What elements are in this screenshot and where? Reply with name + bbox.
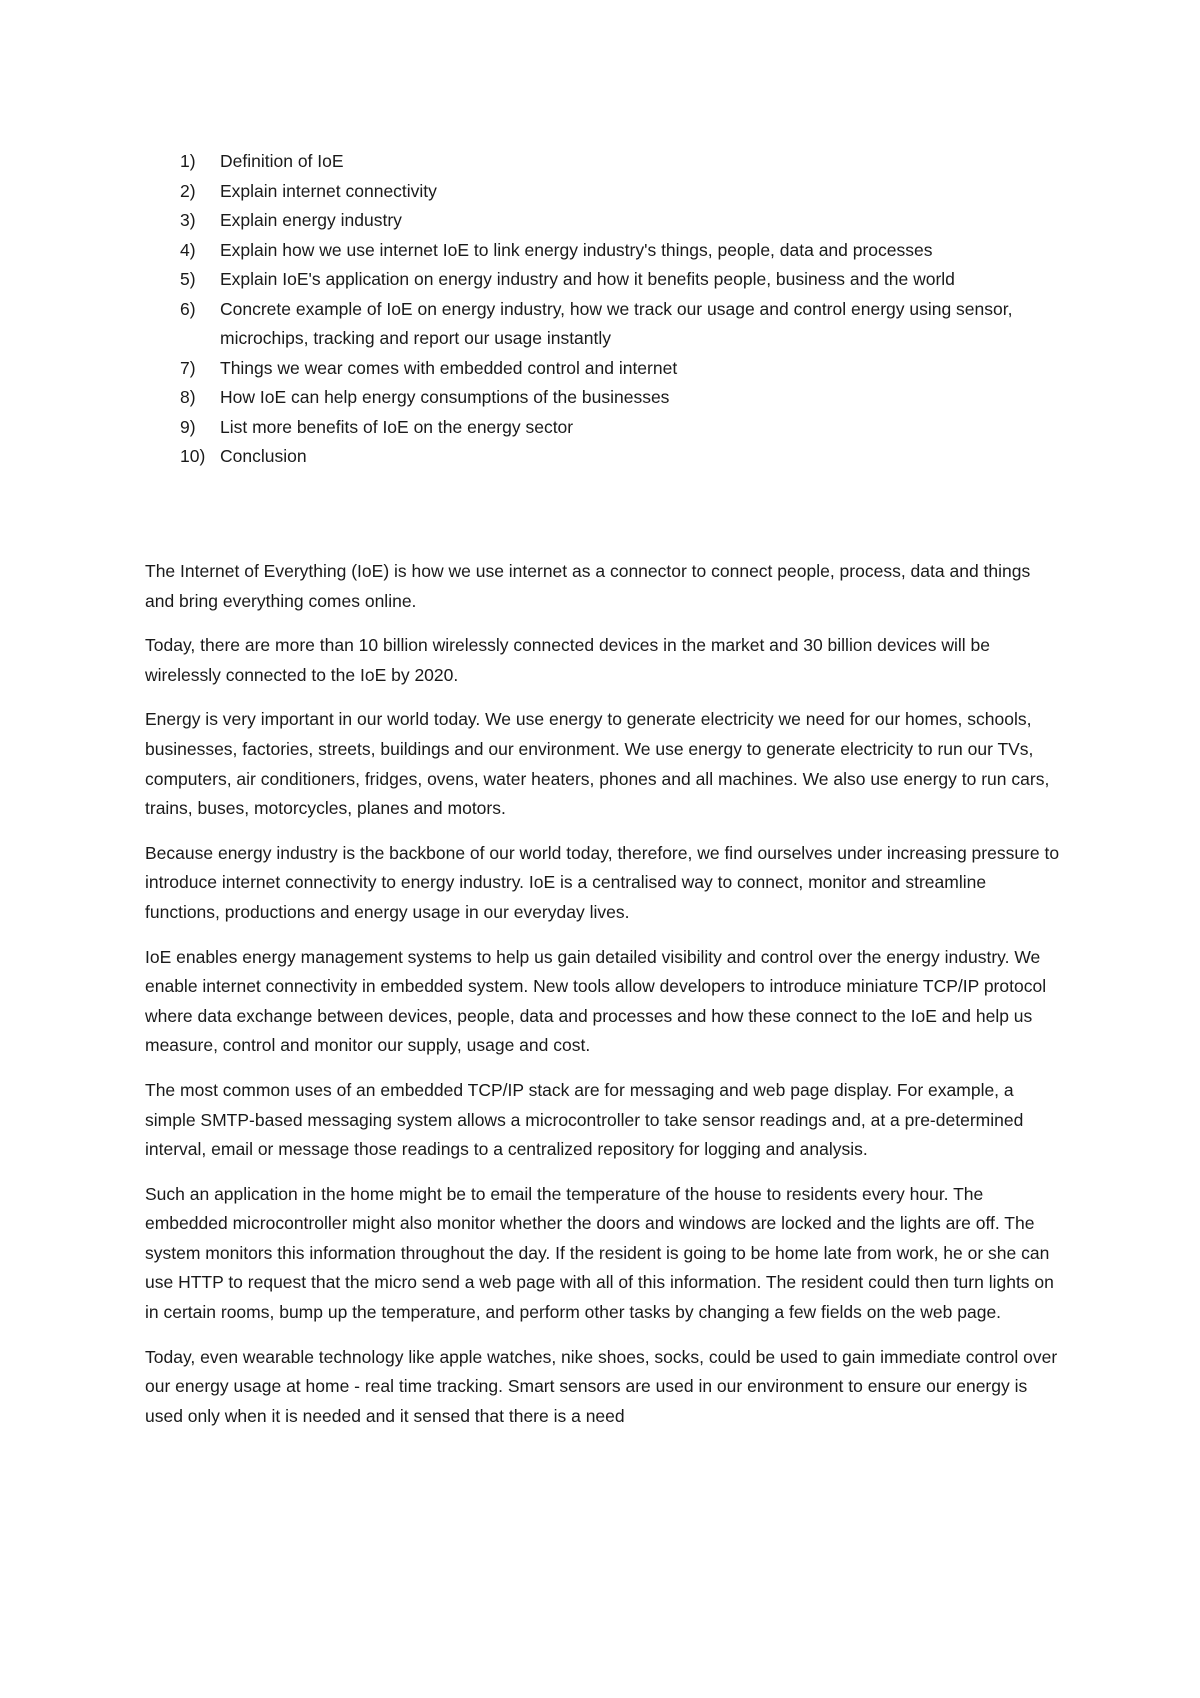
outline-item xyxy=(180,383,1060,413)
outline-item-text: Conclusion xyxy=(220,446,307,466)
outline-item-number: 7) xyxy=(180,357,196,378)
outline-item xyxy=(180,295,1060,354)
outline-item-number: 6) xyxy=(180,298,196,319)
outline-list xyxy=(180,147,1060,472)
outline-item-number: 5) xyxy=(180,269,196,289)
paragraph: Today, there are more than 10 billion wirelessly connected devices in the market and 30 billion devices will be wirelessly connected to the IoE by 2020. xyxy=(145,635,990,685)
outline-item xyxy=(180,413,1060,443)
outline-item-number: 8) xyxy=(180,387,196,407)
outline-item xyxy=(180,206,1060,236)
outline-item xyxy=(180,265,1060,295)
outline-item-text: How IoE can help energy consumptions of the businesses xyxy=(220,387,670,407)
outline-item-number: 2) xyxy=(180,180,196,201)
outline-item-number: 10) xyxy=(180,446,206,466)
paragraph: Energy is very important in our world today. We use energy to generate electricity we need for our homes, schools, businesses, factories, streets, buildings and our environment. We use energy to generate electricity to run our TVs, computers, air conditioners, fridges, ovens, water heaters, phones and all machines. We also use energy to run cars, trains, buses, motorcycles, planes and motors. xyxy=(145,709,1050,819)
outline-item-text: Things we wear comes with embedded control and internet xyxy=(220,357,678,378)
body-text xyxy=(145,557,1060,1446)
outline-item-number: 1) xyxy=(180,151,196,171)
outline-item-text: Explain internet connectivity xyxy=(220,180,437,201)
outline-item xyxy=(180,442,1060,472)
outline-item-text: Definition of IoE xyxy=(220,151,344,171)
paragraph: Because energy industry is the backbone of our world today, therefore, we find ourselves under increasing pressure to introduce internet connectivity to energy industry. IoE is a centralised way to connect, monitor and streamline functions, productions and energy usage in our everyday lives. xyxy=(145,842,1060,922)
outline-item-text: Explain IoE's application on energy industry and how it benefits people, business and the world xyxy=(220,269,955,289)
paragraph: IoE enables energy management systems to help us gain detailed visibility and control over the energy industry. We enable internet connectivity in embedded system. New tools allow developers to introduce miniature TCP/IP protocol where data exchange between devices, people, data and processes and how these connect to the IoE and help us measure, control and monitor our supply, usage and cost. xyxy=(145,946,1047,1056)
outline-item-text: Explain how we use internet IoE to link energy industry's things, people, data and processes xyxy=(220,239,933,260)
paragraph: Today, even wearable technology like apple watches, nike shoes, socks, could be used to gain immediate control over our energy usage at home - real time tracking. Smart sensors are used in our environment to ensure our energy is used only when it is needed and it sensed that there is a need xyxy=(145,1346,1058,1426)
paragraph: The Internet of Everything (IoE) is how we use internet as a connector to connect people, process, data and things and bring everything comes online. xyxy=(145,561,1031,611)
outline-item xyxy=(180,236,1060,266)
outline-item-number: 4) xyxy=(180,239,196,260)
outline-item xyxy=(180,354,1060,384)
outline-item-text: Explain energy industry xyxy=(220,210,402,230)
outline-item-number: 3) xyxy=(180,210,196,230)
outline-item xyxy=(180,177,1060,207)
outline-item-number: 9) xyxy=(180,416,196,437)
outline-item xyxy=(180,147,1060,177)
paragraph: Such an application in the home might be to email the temperature of the house to residents every hour. The embedded microcontroller might also monitor whether the doors and windows are locked and the lights are off. The system monitors this information throughout the day. If the resident is going to be home late from work, he or she can use HTTP to request that the micro send a web page with all of this information. The resident could then turn lights on in certain rooms, bump up the temperature, and perform other tasks by changing a few fields on the web page. xyxy=(145,1183,1054,1323)
paragraph: The most common uses of an embedded TCP/IP stack are for messaging and web page display. For example, a simple SMTP-based messaging system allows a microcontroller to take sensor readings and, at a pre-determined interval, email or message those readings to a centralized repository for logging and analysis. xyxy=(145,1079,1024,1160)
outline-item-text: Concrete example of IoE on energy industry, how we track our usage and control energy using sensor, microchips, tracking and report our usage instantly xyxy=(220,298,1013,348)
outline-item-text: List more benefits of IoE on the energy sector xyxy=(220,416,574,437)
